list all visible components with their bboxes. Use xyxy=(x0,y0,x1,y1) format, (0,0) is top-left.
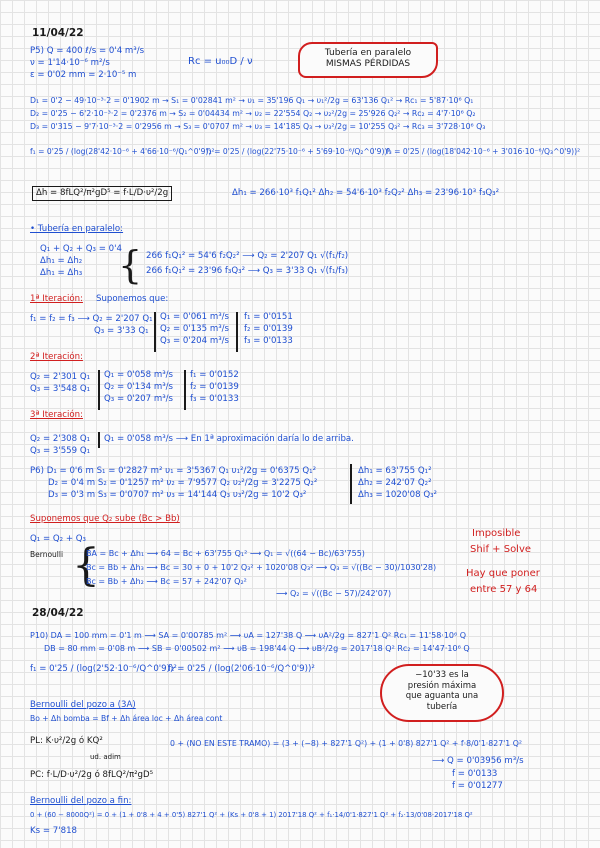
p5-flow-line: P5) Q = 400 ℓ/s = 0'4 m³/s xyxy=(30,46,145,56)
p6-loss-1: Δh₁ = 63'755 Q₁² xyxy=(358,466,432,476)
p5-viscosity-line: ν = 1'14·10⁻⁶ m²/s xyxy=(30,58,110,68)
solver-note: Shif + Solve xyxy=(470,544,532,555)
iteration-2-f1: f₁ = 0'0152 xyxy=(190,370,239,380)
q3-relation: 266 f₁Q₁² = 23'96 f₃Q₃² ⟶ Q₃ = 3'33 Q₁ √(f₁/f₃) xyxy=(146,266,349,276)
range-note-1: Hay que poner xyxy=(466,568,540,579)
p6-pipe-2: D₂ = 0'4 m S₂ = 0'1257 m² υ₂ = 7'9577 Q₂ υ₂²/2g = 3'2275 Q₂² xyxy=(48,478,318,488)
date-header: 28/04/22 xyxy=(32,607,84,619)
friction-result-1: f = 0'0133 xyxy=(452,769,498,779)
p6-loss-2: Δh₂ = 242'07 Q₂² xyxy=(358,478,432,488)
separator xyxy=(350,464,352,504)
p6-pipe-1: P6) D₁ = 0'6 m S₁ = 0'2827 m² υ₁ = 3'5367 Q₁ υ₁²/2g = 0'6375 Q₁² xyxy=(30,466,317,476)
dimensionless-note: ud. adim xyxy=(90,753,121,761)
impossible-note: Imposible xyxy=(472,528,521,539)
p10-pipe-b: DB = 80 mm = 0'08 m ⟶ SB = 0'00502 m² ⟶ υB = 198'44 Q ⟶ υB²/2g = 2017'18 Q² Rc₂ = 14'47·10⁶ Q xyxy=(44,644,470,653)
parallel-title: • Tubería en paralelo: xyxy=(30,224,124,234)
bernoulli-eq-1: BA = Bc + Δh₁ ⟶ 64 = Bc + 63'755 Q₁² ⟶ Q₁ = √((64 − Bc)/63'755) xyxy=(86,549,365,558)
iteration-2-f2: f₂ = 0'0139 xyxy=(190,382,239,392)
p6-pipe-3: D₃ = 0'3 m S₃ = 0'0707 m² υ₃ = 14'144 Q₃ υ₃²/2g = 10'2 Q₃² xyxy=(48,490,307,500)
friction-f2: f₂ = 0'25 / (log(22'75·10⁻⁶ + 5'69·10⁻⁶/Q₂^0'9))² xyxy=(206,147,391,156)
separator xyxy=(154,312,156,352)
friction-f1: f₁ = 0'25 / (log(28'42·10⁻⁶ + 4'66·10⁻⁶/Q₁^0'9))² xyxy=(30,147,215,156)
iteration-1-note: Suponemos que: xyxy=(96,294,169,304)
brace-icon: { xyxy=(72,540,100,591)
headloss-values: Δh₁ = 266·10³ f₁Q₁² Δh₂ = 54'6·10³ f₂Q₂² Δh₃ = 23'96·10³ f₃Q₃² xyxy=(232,188,500,198)
ks-result: Ks = 7'818 xyxy=(30,826,78,836)
separator xyxy=(98,432,100,448)
separator xyxy=(184,370,186,410)
equal-loss-12: Δh₁ = Δh₂ xyxy=(40,256,83,266)
date-header: 11/04/22 xyxy=(32,27,84,39)
bernoulli-label: Bernoulli xyxy=(30,550,64,559)
bernoulli-eq-4: ⟶ Q₂ = √((Bc − 57)/242'07) xyxy=(276,589,392,598)
continuous-loss-label: PC: f·L/D·υ²/2g ó 8fLQ²/π²gD⁵ xyxy=(30,770,154,780)
bernoulli-end-eq: 0 + (60 − 8000Q²) = 0 + (1 + 0'8 + 4 + 0'5) 827'1 Q² + (Ks + 0'8 + 1) 2017'18 Q² + f₁·14/0'1·827'1 Q² + f₂·13/0'08·2017'18 Q² xyxy=(30,811,473,819)
brace-icon: { xyxy=(118,243,143,287)
flow-result: ⟶ Q = 0'03956 m³/s xyxy=(432,756,524,766)
continuity-p6: Q₁ = Q₂ + Q₃ xyxy=(30,534,86,544)
continuity-eq: Q₁ + Q₂ + Q₃ = 0'4 xyxy=(40,244,122,254)
pressure-note-cloud: −10'33 es la presión máxima que aguanta una tubería xyxy=(380,664,504,722)
iteration-2-q2-val: Q₂ = 0'134 m³/s xyxy=(104,382,174,392)
iteration-3-q2: Q₂ = 2'308 Q₁ xyxy=(30,434,91,444)
range-note-2: entre 57 y 64 xyxy=(470,584,538,595)
bernoulli-end-title: Bernoulli del pozo a fin: xyxy=(30,796,132,806)
iteration-1-f3: f₃ = 0'0133 xyxy=(244,336,293,346)
iteration-3-title: 3ª Iteración: xyxy=(30,410,83,420)
q2-relation: 266 f₁Q₁² = 54'6 f₂Q₂² ⟶ Q₂ = 2'207 Q₁ √(f₁/f₂) xyxy=(146,251,349,261)
assumption-title: Suponemos que Q₂ sube (Bc > Bb) xyxy=(30,514,180,524)
bernoulli-3a-eq: Bo + Δh bomba = Bf + Δh área loc + Δh área cont xyxy=(30,714,223,723)
iteration-2-q3-val: Q₃ = 0'207 m³/s xyxy=(104,394,174,404)
iteration-3-q1-conclusion: Q₁ = 0'058 m³/s ⟶ En 1ª aproximación daría lo de arriba. xyxy=(104,434,354,444)
bernoulli-eq-3: Bc = Bb + Δh₂ ⟶ Bc = 57 + 242'07 Q₂² xyxy=(86,577,247,586)
friction-f3: f₃ = 0'25 / (log(18'042·10⁻⁶ + 3'016·10⁻⁶/Q₃^0'9))² xyxy=(386,147,581,156)
iteration-1-q1-val: Q₁ = 0'061 m³/s xyxy=(160,312,230,322)
iteration-1-q3-val: Q₃ = 0'204 m³/s xyxy=(160,336,230,346)
pipe-3-line: D₃ = 0'315 − 9'7·10⁻³·2 = 0'2956 m → S₃ = 0'0707 m² → υ₃ = 14'185 Q₃ → υ₃²/2g = 10'255 Q₃² → Rc₃ = 3'728·10⁶ Q₃ xyxy=(30,122,486,131)
friction-fa: f₁ = 0'25 / (log(2'52·10⁻⁶/Q^0'9))² xyxy=(30,664,177,674)
separator xyxy=(98,370,100,410)
friction-fb: f₂ = 0'25 / (log(2'06·10⁻⁶/Q^0'9))² xyxy=(168,664,315,674)
iteration-1-f1: f₁ = 0'0151 xyxy=(244,312,293,322)
pipe-2-line: D₂ = 0'25 − 6'2·10⁻³·2 = 0'2376 m → S₂ = 0'04434 m² → υ₂ = 22'554 Q₂ → υ₂²/2g = 25'926 Q₂² → Rc₂ = 4'7·10⁶ Q₂ xyxy=(30,109,476,118)
p10-pipe-a: P10) DA = 100 mm = 0'1 m ⟶ SA = 0'00785 m² ⟶ υA = 127'38 Q ⟶ υA²/2g = 827'1 Q² Rc₁ = 11'58·10⁶ Q xyxy=(30,631,467,640)
iteration-2-q1-val: Q₁ = 0'058 m³/s xyxy=(104,370,174,380)
iteration-1-title: 1ª Iteración: xyxy=(30,294,83,304)
iteration-3-q3: Q₃ = 3'559 Q₁ xyxy=(30,446,91,456)
p6-loss-3: Δh₃ = 1020'08 Q₃² xyxy=(358,490,437,500)
separator xyxy=(236,312,238,352)
friction-result-2: f = 0'01277 xyxy=(452,781,503,791)
pipe-1-line: D₁ = 0'2 − 49·10⁻³·2 = 0'1902 m → S₁ = 0'02841 m² → υ₁ = 35'196 Q₁ → υ₁²/2g = 63'136 Q₁² → Rc₁ = 5'87·10⁶ Q₁ xyxy=(30,96,474,105)
iteration-1-f2: f₂ = 0'0139 xyxy=(244,324,293,334)
equal-loss-13: Δh₁ = Δh₃ xyxy=(40,268,83,278)
parallel-note-box: Tubería en paralelo MISMAS PÉRDIDAS xyxy=(298,42,438,78)
reynolds-formula: Rc = u₀₀D / ν xyxy=(188,56,253,67)
iteration-2-q2: Q₂ = 2'301 Q₁ xyxy=(30,372,91,382)
local-loss-label: PL: K·υ²/2g ó KQ² xyxy=(30,736,103,746)
headloss-formula: Δh = 8fLQ²/π²gD⁵ = f·L/D·υ²/2g xyxy=(32,186,172,201)
bernoulli-3a-expansion: 0 + (NO EN ESTE TRAMO) = (3 + (−8) + 827'1 Q²) + (1 + 0'8) 827'1 Q² + f·8/0'1·827'1 Q² xyxy=(170,739,523,748)
p5-roughness-line: ε = 0'02 mm = 2·10⁻⁵ m xyxy=(30,70,137,80)
iteration-1-q2: f₁ = f₂ = f₃ ⟶ Q₂ = 2'207 Q₁ xyxy=(30,314,153,324)
iteration-1-q3: Q₃ = 3'33 Q₁ xyxy=(94,326,149,336)
iteration-2-title: 2ª Iteración: xyxy=(30,352,83,362)
bernoulli-3a-title: Bernoulli del pozo a (3A) xyxy=(30,700,136,710)
iteration-2-q3: Q₃ = 3'548 Q₁ xyxy=(30,384,91,394)
iteration-1-q2-val: Q₂ = 0'135 m³/s xyxy=(160,324,230,334)
iteration-2-f3: f₃ = 0'0133 xyxy=(190,394,239,404)
bernoulli-eq-2: Bc = Bb + Δh₃ ⟶ Bc = 30 + 0 + 10'2 Q₃² + 1020'08 Q₃² ⟶ Q₃ = √((Bc − 30)/1030'28) xyxy=(86,563,437,572)
